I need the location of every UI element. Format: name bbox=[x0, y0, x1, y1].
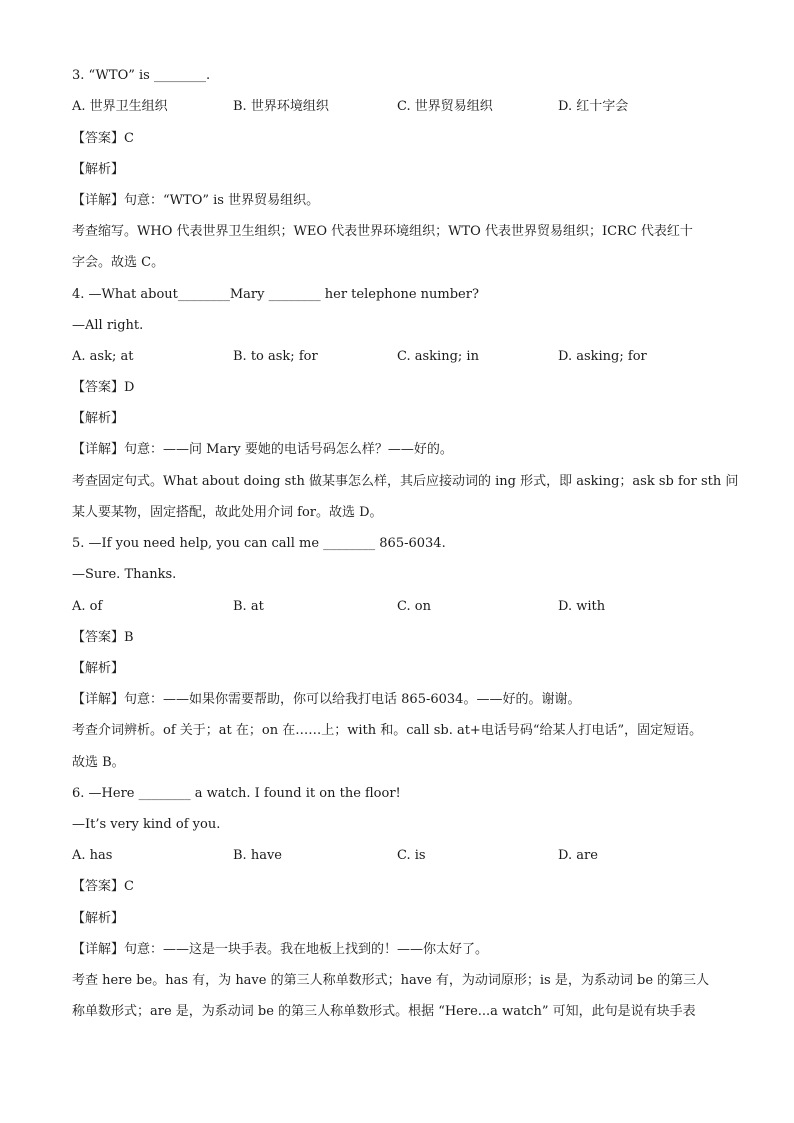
analysis-label: 【解析】 bbox=[72, 162, 125, 177]
option-c: C. is bbox=[397, 848, 426, 863]
explanation-line: 考查 here be。has 有，为 have 的第三人称单数形式；have 有，为动词原形；is 是，为系动词 be 的第三人 bbox=[72, 973, 710, 988]
option-c: C. on bbox=[397, 599, 431, 614]
detail-line bbox=[72, 192, 732, 210]
answer-value: C bbox=[124, 131, 134, 146]
detail-text: 句意：——如果你需要帮助，你可以给我打电话 865-6034。——好的。谢谢。 bbox=[124, 692, 581, 707]
detail-label: 【详解】 bbox=[72, 193, 125, 208]
option-c: C. asking; in bbox=[397, 349, 479, 364]
answer-value: D bbox=[124, 380, 135, 395]
explanation-line: 考查固定句式。What about doing sth 做某事怎么样，其后应接动词的 ing 形式，即 asking；ask sb for sth 问 bbox=[72, 474, 739, 489]
option-b: B. at bbox=[233, 599, 264, 614]
question-4-stem: 4. —What about________Mary ________ her telephone number? bbox=[72, 287, 479, 302]
answer-value: B bbox=[124, 630, 134, 645]
detail-label: 【详解】 bbox=[72, 942, 125, 957]
answer-label: 【答案】 bbox=[72, 879, 125, 894]
detail-label: 【详解】 bbox=[72, 442, 125, 457]
answer-label: 【答案】 bbox=[72, 131, 125, 146]
option-a: A. of bbox=[72, 599, 103, 614]
answer-line bbox=[72, 878, 732, 896]
option-b: B. to ask; for bbox=[233, 349, 318, 364]
option-d: D. 红十字会 bbox=[558, 99, 629, 114]
detail-line bbox=[72, 941, 732, 959]
detail-line bbox=[72, 691, 732, 709]
option-d: D. with bbox=[558, 599, 606, 614]
question-5-options bbox=[72, 598, 732, 616]
answer-label: 【答案】 bbox=[72, 380, 125, 395]
explanation-line: 故选 B。 bbox=[72, 755, 125, 770]
question-4-reply: —All right. bbox=[72, 318, 144, 333]
explanation-line: 考查介词辨析。of 关于；at 在；on 在……上；with 和。call sb. at+电话号码“给某人打电话”，固定短语。 bbox=[72, 723, 703, 738]
detail-text: 句意：——这是一块手表。我在地板上找到的！——你太好了。 bbox=[124, 942, 489, 957]
explanation-line: 字会。故选 C。 bbox=[72, 255, 165, 270]
detail-text: 句意：“WTO” is 世界贸易组织。 bbox=[124, 193, 320, 208]
question-5-reply: —Sure. Thanks. bbox=[72, 567, 177, 582]
explanation-line: 称单数形式；are 是，为系动词 be 的第三人称单数形式。根据 “Here...a watch” 可知，此句是说有块手表 bbox=[72, 1004, 696, 1019]
question-3-stem: 3. “WTO” is ________. bbox=[72, 68, 211, 83]
answer-line bbox=[72, 130, 732, 148]
analysis-label: 【解析】 bbox=[72, 661, 125, 676]
option-b: B. have bbox=[233, 848, 282, 863]
detail-text: 句意：——问 Mary 要她的电话号码怎么样？——好的。 bbox=[124, 442, 453, 457]
question-6-reply: —It’s very kind of you. bbox=[72, 817, 221, 832]
question-5-stem: 5. —If you need help, you can call me ________ 865-6034. bbox=[72, 536, 446, 551]
option-d: D. asking; for bbox=[558, 349, 647, 364]
option-d: D. are bbox=[558, 848, 598, 863]
option-a: A. 世界卫生组织 bbox=[72, 99, 168, 114]
option-b: B. 世界环境组织 bbox=[233, 99, 329, 114]
option-a: A. has bbox=[72, 848, 113, 863]
answer-line bbox=[72, 629, 732, 647]
answer-value: C bbox=[124, 879, 134, 894]
option-a: A. ask; at bbox=[72, 349, 134, 364]
detail-label: 【详解】 bbox=[72, 692, 125, 707]
explanation-line: 考查缩写。WHO 代表世界卫生组织；WEO 代表世界环境组织；WTO 代表世界贸易组织；ICRC 代表红十 bbox=[72, 224, 693, 239]
question-6-stem: 6. —Here ________ a watch. I found it on the floor! bbox=[72, 786, 401, 801]
answer-label: 【答案】 bbox=[72, 630, 125, 645]
answer-line bbox=[72, 379, 732, 397]
question-4-options bbox=[72, 348, 732, 366]
question-3-options bbox=[72, 98, 732, 116]
analysis-label: 【解析】 bbox=[72, 911, 125, 926]
option-c: C. 世界贸易组织 bbox=[397, 99, 493, 114]
detail-line bbox=[72, 441, 732, 459]
analysis-label: 【解析】 bbox=[72, 411, 125, 426]
question-6-options bbox=[72, 847, 732, 865]
explanation-line: 某人要某物，固定搭配，故此处用介词 for。故选 D。 bbox=[72, 505, 383, 520]
